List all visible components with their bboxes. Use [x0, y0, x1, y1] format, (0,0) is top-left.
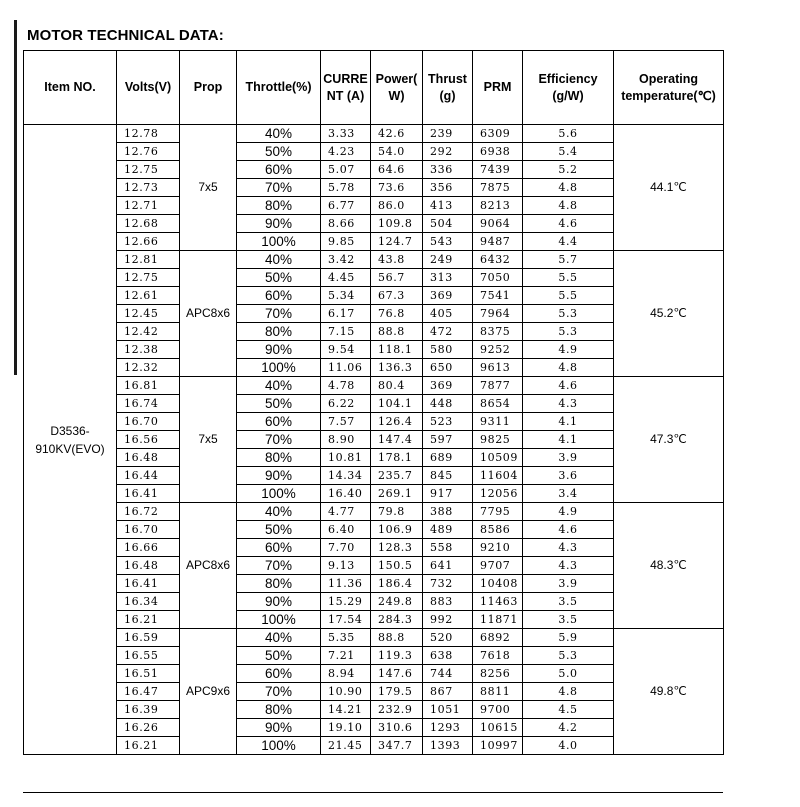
- throttle-cell: 60%: [237, 161, 321, 179]
- throttle-cell: 70%: [237, 683, 321, 701]
- table-row: [24, 503, 724, 521]
- power-cell: 86.0: [371, 197, 423, 215]
- volts-cell: 16.21: [117, 737, 180, 755]
- prop-cell: APC9x6: [180, 629, 237, 755]
- volts-cell: 16.81: [117, 377, 180, 395]
- power-cell: 179.5: [371, 683, 423, 701]
- throttle-cell: 70%: [237, 431, 321, 449]
- throttle-cell: 80%: [237, 197, 321, 215]
- efficiency-cell: 4.8: [523, 179, 614, 197]
- prm-cell: 9210: [473, 539, 523, 557]
- header-temperature-line2: temperature(℃): [621, 88, 716, 103]
- power-cell: 178.1: [371, 449, 423, 467]
- efficiency-cell: 4.3: [523, 557, 614, 575]
- prm-cell: 6432: [473, 251, 523, 269]
- power-cell: 64.6: [371, 161, 423, 179]
- current-cell: 14.21: [321, 701, 371, 719]
- current-cell: 10.90: [321, 683, 371, 701]
- current-cell: 4.45: [321, 269, 371, 287]
- current-cell: 5.35: [321, 629, 371, 647]
- header-efficiency-line2: (g/W): [552, 88, 584, 103]
- volts-cell: 12.68: [117, 215, 180, 233]
- prm-cell: 8375: [473, 323, 523, 341]
- thrust-cell: 650: [423, 359, 473, 377]
- prm-cell: 7541: [473, 287, 523, 305]
- throttle-cell: 100%: [237, 611, 321, 629]
- current-cell: 4.77: [321, 503, 371, 521]
- efficiency-cell: 4.0: [523, 737, 614, 755]
- header-thrust-line2: (g): [439, 88, 456, 103]
- header-current: [321, 51, 371, 125]
- prm-cell: 7439: [473, 161, 523, 179]
- efficiency-cell: 4.3: [523, 539, 614, 557]
- volts-cell: 12.32: [117, 359, 180, 377]
- current-cell: 7.70: [321, 539, 371, 557]
- volts-cell: 16.74: [117, 395, 180, 413]
- throttle-cell: 50%: [237, 647, 321, 665]
- throttle-cell: 40%: [237, 377, 321, 395]
- volts-cell: 16.41: [117, 485, 180, 503]
- volts-cell: 16.72: [117, 503, 180, 521]
- thrust-cell: 336: [423, 161, 473, 179]
- prm-cell: 10408: [473, 575, 523, 593]
- power-cell: 347.7: [371, 737, 423, 755]
- power-cell: 73.6: [371, 179, 423, 197]
- prm-cell: 11604: [473, 467, 523, 485]
- current-cell: 3.33: [321, 125, 371, 143]
- power-cell: 54.0: [371, 143, 423, 161]
- volts-cell: 12.75: [117, 161, 180, 179]
- volts-cell: 12.66: [117, 233, 180, 251]
- header-prm: PRM: [473, 51, 523, 125]
- throttle-cell: 50%: [237, 143, 321, 161]
- volts-cell: 12.38: [117, 341, 180, 359]
- efficiency-cell: 5.0: [523, 665, 614, 683]
- header-temperature: [614, 51, 724, 125]
- volts-cell: 16.66: [117, 539, 180, 557]
- prm-cell: 6309: [473, 125, 523, 143]
- thrust-cell: 992: [423, 611, 473, 629]
- current-cell: 5.34: [321, 287, 371, 305]
- prm-cell: 10997: [473, 737, 523, 755]
- throttle-cell: 100%: [237, 233, 321, 251]
- current-cell: 8.94: [321, 665, 371, 683]
- current-cell: 16.40: [321, 485, 371, 503]
- current-cell: 17.54: [321, 611, 371, 629]
- temperature-cell: 49.8℃: [614, 629, 724, 755]
- power-cell: 80.4: [371, 377, 423, 395]
- efficiency-cell: 4.9: [523, 341, 614, 359]
- motor-data-table: [23, 50, 724, 755]
- prm-cell: 8811: [473, 683, 523, 701]
- volts-cell: 16.48: [117, 557, 180, 575]
- power-cell: 43.8: [371, 251, 423, 269]
- throttle-cell: 90%: [237, 467, 321, 485]
- efficiency-cell: 4.9: [523, 503, 614, 521]
- volts-cell: 12.71: [117, 197, 180, 215]
- current-cell: 11.36: [321, 575, 371, 593]
- power-cell: 150.5: [371, 557, 423, 575]
- throttle-cell: 90%: [237, 719, 321, 737]
- thrust-cell: 744: [423, 665, 473, 683]
- volts-cell: 16.26: [117, 719, 180, 737]
- temperature-cell: 48.3℃: [614, 503, 724, 629]
- efficiency-cell: 4.8: [523, 197, 614, 215]
- throttle-cell: 100%: [237, 485, 321, 503]
- header-temperature-line1: Operating: [638, 71, 699, 86]
- volts-cell: 16.48: [117, 449, 180, 467]
- power-cell: 109.8: [371, 215, 423, 233]
- thrust-cell: 689: [423, 449, 473, 467]
- power-cell: 88.8: [371, 323, 423, 341]
- efficiency-cell: 5.7: [523, 251, 614, 269]
- prm-cell: 12056: [473, 485, 523, 503]
- thrust-cell: 543: [423, 233, 473, 251]
- current-cell: 4.23: [321, 143, 371, 161]
- table-row: [24, 377, 724, 395]
- thrust-cell: 313: [423, 269, 473, 287]
- throttle-cell: 90%: [237, 215, 321, 233]
- throttle-cell: 60%: [237, 539, 321, 557]
- volts-cell: 12.75: [117, 269, 180, 287]
- header-power-line2: W): [388, 88, 405, 103]
- header-thrust: [423, 51, 473, 125]
- power-cell: 42.6: [371, 125, 423, 143]
- header-current-line2: NT (A): [326, 88, 365, 103]
- volts-cell: 16.39: [117, 701, 180, 719]
- thrust-cell: 239: [423, 125, 473, 143]
- prm-cell: 10509: [473, 449, 523, 467]
- throttle-cell: 40%: [237, 629, 321, 647]
- current-cell: 8.66: [321, 215, 371, 233]
- efficiency-cell: 4.8: [523, 359, 614, 377]
- thrust-cell: 917: [423, 485, 473, 503]
- thrust-cell: 580: [423, 341, 473, 359]
- current-cell: 6.22: [321, 395, 371, 413]
- prm-cell: 7618: [473, 647, 523, 665]
- current-cell: 6.40: [321, 521, 371, 539]
- prm-cell: 7050: [473, 269, 523, 287]
- efficiency-cell: 4.4: [523, 233, 614, 251]
- efficiency-cell: 5.2: [523, 161, 614, 179]
- temperature-cell: 45.2℃: [614, 251, 724, 377]
- efficiency-cell: 3.9: [523, 449, 614, 467]
- thrust-cell: 1393: [423, 737, 473, 755]
- efficiency-cell: 4.5: [523, 701, 614, 719]
- power-cell: 232.9: [371, 701, 423, 719]
- power-cell: 79.8: [371, 503, 423, 521]
- power-cell: 67.3: [371, 287, 423, 305]
- prm-cell: 7877: [473, 377, 523, 395]
- item-number-line2: 910KV(EVO): [35, 441, 105, 456]
- temperature-cell: 47.3℃: [614, 377, 724, 503]
- volts-cell: 12.81: [117, 251, 180, 269]
- efficiency-cell: 5.6: [523, 125, 614, 143]
- table-row: [24, 629, 724, 647]
- header-item-no: Item NO.: [24, 51, 117, 125]
- current-cell: 21.45: [321, 737, 371, 755]
- prm-cell: 9311: [473, 413, 523, 431]
- thrust-cell: 504: [423, 215, 473, 233]
- prm-cell: 7795: [473, 503, 523, 521]
- volts-cell: 16.34: [117, 593, 180, 611]
- current-cell: 10.81: [321, 449, 371, 467]
- thrust-cell: 883: [423, 593, 473, 611]
- thrust-cell: 732: [423, 575, 473, 593]
- throttle-cell: 100%: [237, 359, 321, 377]
- throttle-cell: 50%: [237, 521, 321, 539]
- thrust-cell: 523: [423, 413, 473, 431]
- item-number-line1: D3536-: [50, 423, 90, 438]
- throttle-cell: 100%: [237, 737, 321, 755]
- thrust-cell: 472: [423, 323, 473, 341]
- prm-cell: 9064: [473, 215, 523, 233]
- thrust-cell: 597: [423, 431, 473, 449]
- volts-cell: 16.47: [117, 683, 180, 701]
- volts-cell: 16.21: [117, 611, 180, 629]
- prop-cell: 7x5: [180, 377, 237, 503]
- current-cell: 6.17: [321, 305, 371, 323]
- efficiency-cell: 4.1: [523, 413, 614, 431]
- volts-cell: 16.41: [117, 575, 180, 593]
- power-cell: 104.1: [371, 395, 423, 413]
- bottom-rule: [23, 792, 723, 793]
- throttle-cell: 70%: [237, 179, 321, 197]
- volts-cell: 16.51: [117, 665, 180, 683]
- current-cell: 9.85: [321, 233, 371, 251]
- table-body: [24, 125, 724, 755]
- throttle-cell: 80%: [237, 575, 321, 593]
- efficiency-cell: 3.4: [523, 485, 614, 503]
- power-cell: 76.8: [371, 305, 423, 323]
- prm-cell: 8256: [473, 665, 523, 683]
- current-cell: 3.42: [321, 251, 371, 269]
- prm-cell: 6892: [473, 629, 523, 647]
- efficiency-cell: 4.8: [523, 683, 614, 701]
- efficiency-cell: 4.6: [523, 377, 614, 395]
- throttle-cell: 60%: [237, 413, 321, 431]
- prm-cell: 9700: [473, 701, 523, 719]
- prm-cell: 11871: [473, 611, 523, 629]
- efficiency-cell: 3.5: [523, 611, 614, 629]
- power-cell: 249.8: [371, 593, 423, 611]
- header-efficiency: [523, 51, 614, 125]
- prm-cell: 7875: [473, 179, 523, 197]
- prm-cell: 8213: [473, 197, 523, 215]
- prm-cell: 9825: [473, 431, 523, 449]
- efficiency-cell: 5.3: [523, 323, 614, 341]
- thrust-cell: 292: [423, 143, 473, 161]
- item-number-cell: [24, 125, 117, 755]
- current-cell: 9.54: [321, 341, 371, 359]
- efficiency-cell: 5.5: [523, 269, 614, 287]
- thrust-cell: 369: [423, 287, 473, 305]
- prm-cell: 9707: [473, 557, 523, 575]
- efficiency-cell: 3.5: [523, 593, 614, 611]
- header-efficiency-line1: Efficiency: [538, 71, 598, 86]
- current-cell: 15.29: [321, 593, 371, 611]
- volts-cell: 12.61: [117, 287, 180, 305]
- efficiency-cell: 5.3: [523, 647, 614, 665]
- power-cell: 124.7: [371, 233, 423, 251]
- prm-cell: 9613: [473, 359, 523, 377]
- prm-cell: 9252: [473, 341, 523, 359]
- efficiency-cell: 4.1: [523, 431, 614, 449]
- power-cell: 106.9: [371, 521, 423, 539]
- power-cell: 147.4: [371, 431, 423, 449]
- prm-cell: 8654: [473, 395, 523, 413]
- thrust-cell: 845: [423, 467, 473, 485]
- power-cell: 136.3: [371, 359, 423, 377]
- power-cell: 88.8: [371, 629, 423, 647]
- efficiency-cell: 4.6: [523, 215, 614, 233]
- throttle-cell: 80%: [237, 449, 321, 467]
- current-cell: 11.06: [321, 359, 371, 377]
- power-cell: 310.6: [371, 719, 423, 737]
- header-power: [371, 51, 423, 125]
- volts-cell: 16.59: [117, 629, 180, 647]
- throttle-cell: 50%: [237, 269, 321, 287]
- power-cell: 235.7: [371, 467, 423, 485]
- volts-cell: 12.76: [117, 143, 180, 161]
- throttle-cell: 40%: [237, 503, 321, 521]
- current-cell: 6.77: [321, 197, 371, 215]
- header-power-line1: Power(: [375, 71, 418, 86]
- thrust-cell: 448: [423, 395, 473, 413]
- prm-cell: 9487: [473, 233, 523, 251]
- current-cell: 7.21: [321, 647, 371, 665]
- efficiency-cell: 4.2: [523, 719, 614, 737]
- prm-cell: 7964: [473, 305, 523, 323]
- thrust-cell: 249: [423, 251, 473, 269]
- left-margin-rule: [14, 20, 17, 375]
- prop-cell: APC8x6: [180, 503, 237, 629]
- throttle-cell: 70%: [237, 557, 321, 575]
- prm-cell: 11463: [473, 593, 523, 611]
- header-current-line1: CURRE: [323, 71, 368, 86]
- thrust-cell: 1051: [423, 701, 473, 719]
- throttle-cell: 60%: [237, 287, 321, 305]
- volts-cell: 12.45: [117, 305, 180, 323]
- header-throttle: Throttle(%): [237, 51, 321, 125]
- throttle-cell: 40%: [237, 251, 321, 269]
- current-cell: 7.57: [321, 413, 371, 431]
- thrust-cell: 489: [423, 521, 473, 539]
- prm-cell: 6938: [473, 143, 523, 161]
- volts-cell: 16.70: [117, 521, 180, 539]
- power-cell: 284.3: [371, 611, 423, 629]
- header-prop: Prop: [180, 51, 237, 125]
- volts-cell: 12.78: [117, 125, 180, 143]
- power-cell: 269.1: [371, 485, 423, 503]
- efficiency-cell: 3.6: [523, 467, 614, 485]
- throttle-cell: 40%: [237, 125, 321, 143]
- prm-cell: 8586: [473, 521, 523, 539]
- thrust-cell: 558: [423, 539, 473, 557]
- thrust-cell: 369: [423, 377, 473, 395]
- throttle-cell: 80%: [237, 701, 321, 719]
- header-row: [24, 51, 724, 125]
- throttle-cell: 90%: [237, 593, 321, 611]
- efficiency-cell: 5.9: [523, 629, 614, 647]
- current-cell: 8.90: [321, 431, 371, 449]
- volts-cell: 12.42: [117, 323, 180, 341]
- header-thrust-line1: Thrust: [428, 71, 467, 86]
- efficiency-cell: 4.3: [523, 395, 614, 413]
- table-row: [24, 125, 724, 143]
- thrust-cell: 356: [423, 179, 473, 197]
- thrust-cell: 520: [423, 629, 473, 647]
- current-cell: 14.34: [321, 467, 371, 485]
- thrust-cell: 641: [423, 557, 473, 575]
- power-cell: 126.4: [371, 413, 423, 431]
- power-cell: 56.7: [371, 269, 423, 287]
- thrust-cell: 867: [423, 683, 473, 701]
- current-cell: 19.10: [321, 719, 371, 737]
- current-cell: 4.78: [321, 377, 371, 395]
- volts-cell: 16.44: [117, 467, 180, 485]
- thrust-cell: 1293: [423, 719, 473, 737]
- header-volts: Volts(V): [117, 51, 180, 125]
- thrust-cell: 638: [423, 647, 473, 665]
- efficiency-cell: 3.9: [523, 575, 614, 593]
- current-cell: 7.15: [321, 323, 371, 341]
- volts-cell: 12.73: [117, 179, 180, 197]
- power-cell: 118.1: [371, 341, 423, 359]
- volts-cell: 16.55: [117, 647, 180, 665]
- power-cell: 128.3: [371, 539, 423, 557]
- throttle-cell: 50%: [237, 395, 321, 413]
- throttle-cell: 60%: [237, 665, 321, 683]
- thrust-cell: 413: [423, 197, 473, 215]
- power-cell: 186.4: [371, 575, 423, 593]
- efficiency-cell: 5.4: [523, 143, 614, 161]
- current-cell: 5.07: [321, 161, 371, 179]
- volts-cell: 16.56: [117, 431, 180, 449]
- efficiency-cell: 5.5: [523, 287, 614, 305]
- efficiency-cell: 5.3: [523, 305, 614, 323]
- throttle-cell: 70%: [237, 305, 321, 323]
- thrust-cell: 405: [423, 305, 473, 323]
- temperature-cell: 44.1℃: [614, 125, 724, 251]
- prop-cell: 7x5: [180, 125, 237, 251]
- current-cell: 9.13: [321, 557, 371, 575]
- prm-cell: 10615: [473, 719, 523, 737]
- volts-cell: 16.70: [117, 413, 180, 431]
- page-title: MOTOR TECHNICAL DATA:: [27, 27, 224, 44]
- current-cell: 5.78: [321, 179, 371, 197]
- power-cell: 147.6: [371, 665, 423, 683]
- efficiency-cell: 4.6: [523, 521, 614, 539]
- prop-cell: APC8x6: [180, 251, 237, 377]
- throttle-cell: 90%: [237, 341, 321, 359]
- thrust-cell: 388: [423, 503, 473, 521]
- power-cell: 119.3: [371, 647, 423, 665]
- table-row: [24, 251, 724, 269]
- throttle-cell: 80%: [237, 323, 321, 341]
